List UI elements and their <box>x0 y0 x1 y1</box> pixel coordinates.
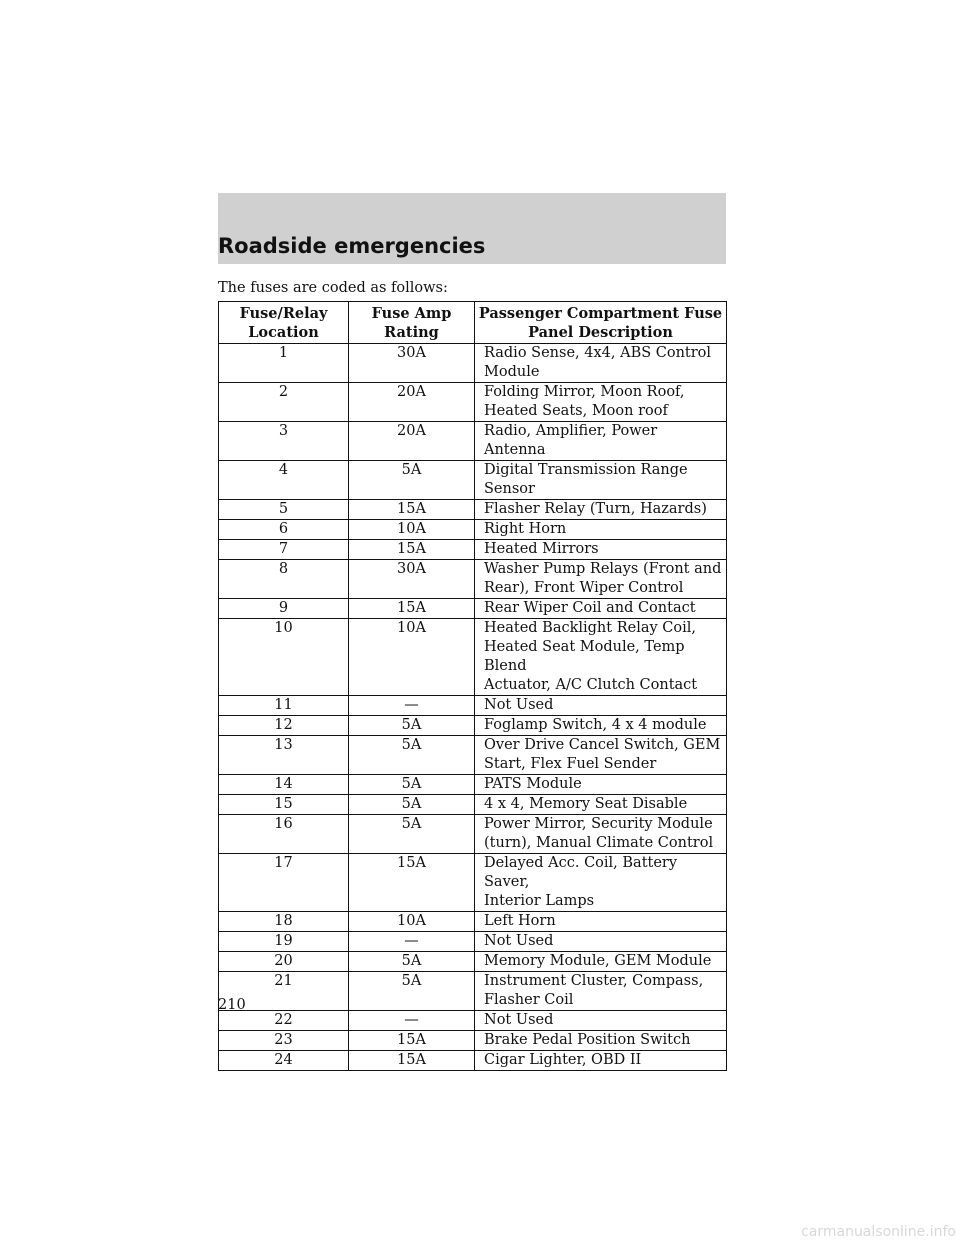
cell-rating: 15A <box>349 1051 475 1071</box>
cell-rating: 5A <box>349 716 475 736</box>
table-row <box>219 422 727 461</box>
cell-rating: — <box>349 932 475 952</box>
cell-rating: 20A <box>349 383 475 422</box>
cell-rating: 5A <box>349 972 475 1011</box>
cell-location: 6 <box>219 520 349 540</box>
intro-text: The fuses are coded as follows: <box>218 280 448 296</box>
cell-rating: 5A <box>349 736 475 775</box>
cell-location: 8 <box>219 560 349 599</box>
table-row <box>219 952 727 972</box>
fuse-table <box>218 301 727 1071</box>
table-row <box>219 775 727 795</box>
cell-description: Digital Transmission Range Sensor <box>475 461 727 500</box>
cell-location: 22 <box>219 1011 349 1031</box>
table-row <box>219 696 727 716</box>
cell-location: 19 <box>219 932 349 952</box>
cell-description: Left Horn <box>475 912 727 932</box>
column-header-location: Fuse/Relay Location <box>219 302 349 344</box>
cell-location: 18 <box>219 912 349 932</box>
table-row <box>219 1031 727 1051</box>
cell-description: Cigar Lighter, OBD II <box>475 1051 727 1071</box>
table-row <box>219 461 727 500</box>
cell-rating: — <box>349 696 475 716</box>
cell-rating: 30A <box>349 560 475 599</box>
cell-description: Foglamp Switch, 4 x 4 module <box>475 716 727 736</box>
cell-rating: 10A <box>349 520 475 540</box>
cell-rating: 15A <box>349 854 475 912</box>
cell-description: Brake Pedal Position Switch <box>475 1031 727 1051</box>
cell-description: Instrument Cluster, Compass, Flasher Coil <box>475 972 727 1011</box>
cell-rating: 15A <box>349 500 475 520</box>
cell-location: 9 <box>219 599 349 619</box>
cell-description: Right Horn <box>475 520 727 540</box>
cell-rating: 15A <box>349 1031 475 1051</box>
cell-description: Not Used <box>475 932 727 952</box>
cell-location: 1 <box>219 344 349 383</box>
table-row <box>219 500 727 520</box>
cell-description: Heated Mirrors <box>475 540 727 560</box>
cell-location: 7 <box>219 540 349 560</box>
cell-location: 11 <box>219 696 349 716</box>
cell-description: Not Used <box>475 696 727 716</box>
cell-location: 17 <box>219 854 349 912</box>
table-row <box>219 1011 727 1031</box>
cell-rating: 10A <box>349 619 475 696</box>
table-row <box>219 854 727 912</box>
cell-rating: 5A <box>349 795 475 815</box>
table-row <box>219 383 727 422</box>
column-header-rating: Fuse Amp Rating <box>349 302 475 344</box>
cell-location: 20 <box>219 952 349 972</box>
watermark: carmanualsonline.info <box>801 1224 956 1240</box>
fuse-table-body <box>219 344 727 1071</box>
cell-rating: 15A <box>349 540 475 560</box>
cell-description: Not Used <box>475 1011 727 1031</box>
cell-rating: 30A <box>349 344 475 383</box>
cell-location: 23 <box>219 1031 349 1051</box>
table-row <box>219 520 727 540</box>
table-row <box>219 716 727 736</box>
cell-location: 13 <box>219 736 349 775</box>
table-row <box>219 619 727 696</box>
cell-description: Radio, Amplifier, Power Antenna <box>475 422 727 461</box>
cell-rating: 20A <box>349 422 475 461</box>
cell-location: 15 <box>219 795 349 815</box>
cell-description: Heated Backlight Relay Coil, Heated Seat Module, Temp Blend Actuator, A/C Clutch Contact <box>475 619 727 696</box>
cell-location: 12 <box>219 716 349 736</box>
table-row <box>219 540 727 560</box>
cell-description: Over Drive Cancel Switch, GEM Start, Flex Fuel Sender <box>475 736 727 775</box>
table-row <box>219 344 727 383</box>
table-row <box>219 1051 727 1071</box>
table-row <box>219 599 727 619</box>
cell-rating: 5A <box>349 775 475 795</box>
table-row <box>219 795 727 815</box>
section-title: Roadside emergencies <box>218 234 486 258</box>
column-header-description: Passenger Compartment Fuse Panel Description <box>475 302 727 344</box>
cell-description: Radio Sense, 4x4, ABS Control Module <box>475 344 727 383</box>
cell-description: Washer Pump Relays (Front and Rear), Front Wiper Control <box>475 560 727 599</box>
cell-rating: 5A <box>349 461 475 500</box>
cell-rating: 10A <box>349 912 475 932</box>
page-number: 210 <box>218 997 246 1013</box>
cell-description: Delayed Acc. Coil, Battery Saver, Interior Lamps <box>475 854 727 912</box>
table-header-row <box>219 302 727 344</box>
table-row <box>219 932 727 952</box>
table-row <box>219 912 727 932</box>
table-row <box>219 560 727 599</box>
cell-rating: 15A <box>349 599 475 619</box>
cell-location: 24 <box>219 1051 349 1071</box>
cell-description: PATS Module <box>475 775 727 795</box>
cell-rating: — <box>349 1011 475 1031</box>
cell-rating: 5A <box>349 952 475 972</box>
cell-location: 16 <box>219 815 349 854</box>
table-row <box>219 972 727 1011</box>
cell-location: 4 <box>219 461 349 500</box>
cell-description: 4 x 4, Memory Seat Disable <box>475 795 727 815</box>
cell-description: Memory Module, GEM Module <box>475 952 727 972</box>
cell-description: Power Mirror, Security Module (turn), Manual Climate Control <box>475 815 727 854</box>
cell-rating: 5A <box>349 815 475 854</box>
cell-location: 10 <box>219 619 349 696</box>
cell-location: 21 <box>219 972 349 1011</box>
table-row <box>219 736 727 775</box>
cell-description: Folding Mirror, Moon Roof, Heated Seats, Moon roof <box>475 383 727 422</box>
cell-location: 3 <box>219 422 349 461</box>
cell-location: 5 <box>219 500 349 520</box>
cell-location: 2 <box>219 383 349 422</box>
cell-description: Rear Wiper Coil and Contact <box>475 599 727 619</box>
cell-location: 14 <box>219 775 349 795</box>
table-row <box>219 815 727 854</box>
cell-description: Flasher Relay (Turn, Hazards) <box>475 500 727 520</box>
